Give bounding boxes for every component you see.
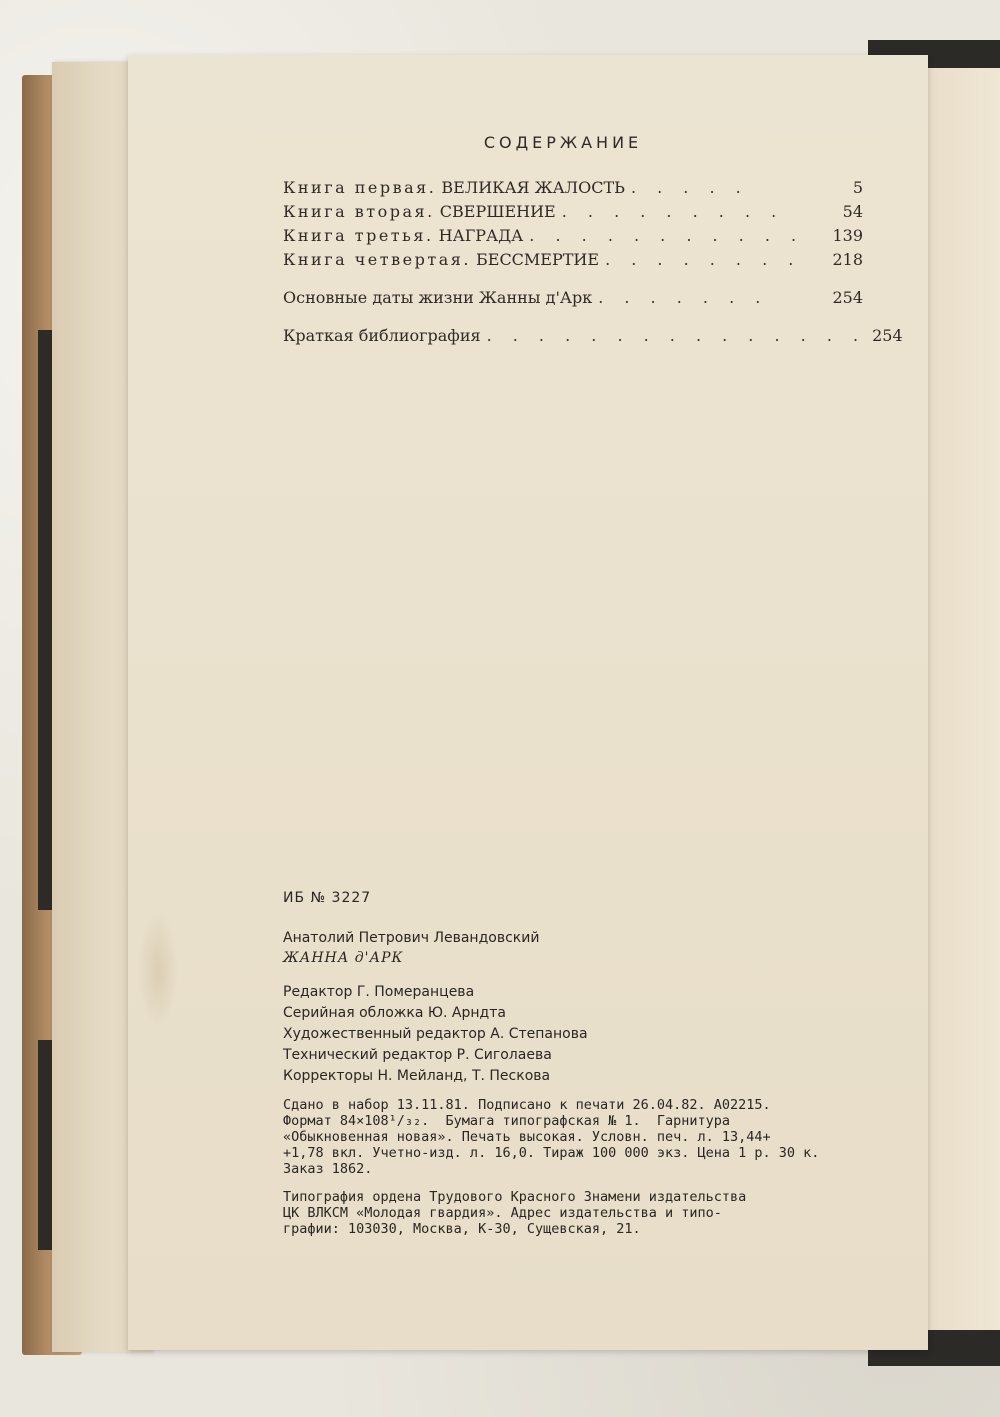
toc-entry-label: НАГРАДА bbox=[438, 226, 524, 245]
book-title: ЖАННА д'АРК bbox=[283, 950, 404, 966]
toc-entry bbox=[283, 178, 863, 202]
credit-name: Ю. Арндта bbox=[427, 1005, 506, 1021]
toc-title: СОДЕРЖАНИЕ bbox=[483, 133, 643, 152]
credit-role: Корректоры bbox=[283, 1068, 374, 1084]
credit-role: Серийная обложка bbox=[283, 1005, 424, 1021]
toc-page-number: 139 bbox=[832, 226, 863, 245]
toc-entry bbox=[283, 226, 863, 250]
toc-page-number: 5 bbox=[852, 178, 863, 197]
credit-name: Н. Мейланд, Т. Пескова bbox=[377, 1068, 551, 1084]
toc-entry-prefix: Книга первая. bbox=[283, 178, 437, 197]
credit-name: Г. Померанцева bbox=[356, 984, 475, 1000]
toc-page-number: 218 bbox=[832, 250, 863, 269]
credit-role: Художественный редактор bbox=[283, 1026, 486, 1042]
credit-name: А. Степанова bbox=[490, 1026, 588, 1042]
credit-line bbox=[283, 1066, 883, 1087]
toc-entry-prefix: Книга четвертая. bbox=[283, 250, 471, 269]
credit-role: Редактор bbox=[283, 984, 353, 1000]
toc-entry-prefix: Книга вторая. bbox=[283, 202, 435, 221]
printer-line: Типография ордена Трудового Красного Знамени издательства bbox=[283, 1189, 747, 1205]
imprint-block bbox=[283, 890, 883, 1237]
pubdata-line: Заказ 1862. bbox=[283, 1161, 373, 1177]
toc-leader-dots: . . . . . . . . . . . . . . . bbox=[486, 326, 867, 345]
toc-entry bbox=[283, 288, 863, 312]
toc-page-number: 254 bbox=[872, 326, 903, 345]
toc-entry-label: Основные даты жизни Жанны д'Арк bbox=[283, 288, 593, 307]
credit-line bbox=[283, 1003, 883, 1024]
toc-entry-label: Краткая библиография bbox=[283, 326, 481, 345]
toc-leader-dots: . . . . . . . bbox=[598, 288, 769, 307]
toc-entry-label: СВЕРШЕНИЕ bbox=[439, 202, 556, 221]
toc-page-number: 54 bbox=[842, 202, 863, 221]
toc-entry bbox=[283, 250, 863, 274]
author-name: Анатолий Петрович Левандовский bbox=[283, 930, 540, 946]
printer-line: ЦК ВЛКСМ «Молодая гвардия». Адрес издательства и типо- bbox=[283, 1205, 722, 1221]
toc-entry-prefix: Книга третья. bbox=[283, 226, 434, 245]
credit-line bbox=[283, 982, 883, 1003]
publication-data bbox=[283, 1097, 883, 1177]
toc-leader-dots: . . . . . bbox=[630, 178, 749, 197]
pubdata-line: Сдано в набор 13.11.81. Подписано к печати 26.04.82. А02215. bbox=[283, 1097, 771, 1113]
toc-entry bbox=[283, 202, 863, 226]
toc-page-number: 254 bbox=[832, 288, 863, 307]
toc-entry-label: ВЕЛИКАЯ ЖАЛОСТЬ bbox=[441, 178, 625, 197]
toc-entry bbox=[283, 326, 903, 350]
table-of-contents bbox=[283, 178, 903, 350]
page-stain bbox=[138, 910, 178, 1030]
printer-line: графии: 103030, Москва, К-30, Сущевская, 21. bbox=[283, 1221, 641, 1237]
pubdata-line: Формат 84×108¹/₃₂. Бумага типографская № 1. Гарнитура bbox=[283, 1113, 731, 1129]
credit-role: Технический редактор bbox=[283, 1047, 453, 1063]
toc-leader-dots: . . . . . . . . . bbox=[561, 202, 785, 221]
credit-name: Р. Сиголаева bbox=[456, 1047, 552, 1063]
credits-list bbox=[283, 982, 883, 1087]
credit-line bbox=[283, 1045, 883, 1066]
toc-leader-dots: . . . . . . . . . . . bbox=[529, 226, 805, 245]
credit-line bbox=[283, 1024, 883, 1045]
toc-entry-label: БЕССМЕРТИЕ bbox=[476, 250, 600, 269]
pubdata-line: +1,78 вкл. Учетно-изд. л. 16,0. Тираж 100 000 экз. Цена 1 р. 30 к. bbox=[283, 1145, 820, 1161]
printer-info bbox=[283, 1189, 883, 1237]
ib-number: ИБ № 3227 bbox=[283, 890, 372, 906]
toc-leader-dots: . . . . . . . . bbox=[605, 250, 802, 269]
pubdata-line: «Обыкновенная новая». Печать высокая. Условн. печ. л. 13,44+ bbox=[283, 1129, 771, 1145]
